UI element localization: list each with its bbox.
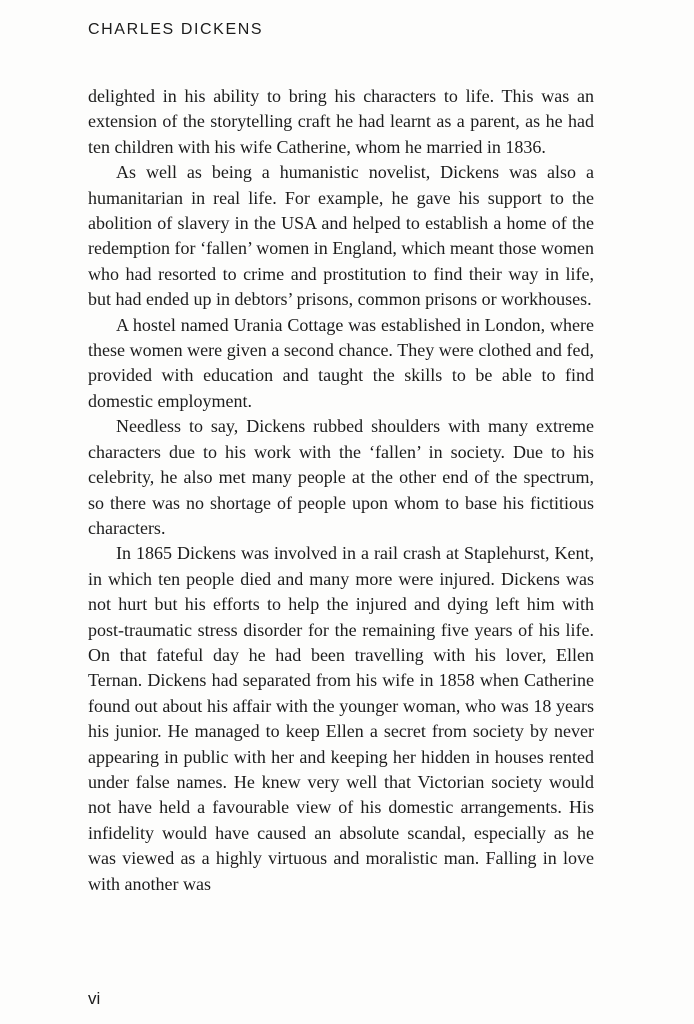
paragraph-3: A hostel named Urania Cottage was established in London, where these women were given a second chance. They were clothed and fed, provided with education and taught the skills to be able to find domestic employment.	[88, 314, 594, 411]
paragraph-2: As well as being a humanistic novelist, Dickens was also a humanitarian in real life. For example, he gave his support to the abolition of slavery in the USA and helped to establish a home of the redemption for ‘fallen’ women in England, which meant those women who had resorted to crime and prostitution to find their way in life, but had ended up in debtors’ prisons, common prisons or workhouses.	[88, 162, 594, 310]
paragraph-1: delighted in his ability to bring his characters to life. This was an extension of the storytelling craft he had learnt as a parent, as he had ten children with his wife Catherine, whom he married in 1836.	[88, 86, 594, 157]
page-number: vi	[88, 989, 101, 1008]
paragraph-5: In 1865 Dickens was involved in a rail crash at Staplehurst, Kent, in which ten people died and many more were injured. Dickens was not hurt but his efforts to help the injured and dying left him with post-traumatic stress disorder for the remaining five years of his life. On that fateful day he had been travelling with his lover, Ellen Ternan. Dickens had separated from his wife in 1858 when Catherine found out about his affair with the younger woman, who was 18 years his junior. He managed to keep Ellen a secret from society by never appearing in public with her and keeping her hidden in houses rented under false names. He knew very well that Victorian society would not have held a favourable view of his domestic arrangements. His infidelity would have caused an absolute scandal, especially as he was viewed as a highly virtuous and moralistic man. Falling in love with another was	[88, 543, 594, 894]
paragraph-4: Needless to say, Dickens rubbed shoulders with many extreme characters due to his work with the ‘fallen’ in society. Due to his celebrity, he also met many people at the other end of the spectrum, so there was no shortage of people upon whom to base his fictitious characters.	[88, 416, 594, 538]
running-header: CHARLES DICKENS	[88, 21, 264, 38]
body-text	[88, 84, 594, 897]
